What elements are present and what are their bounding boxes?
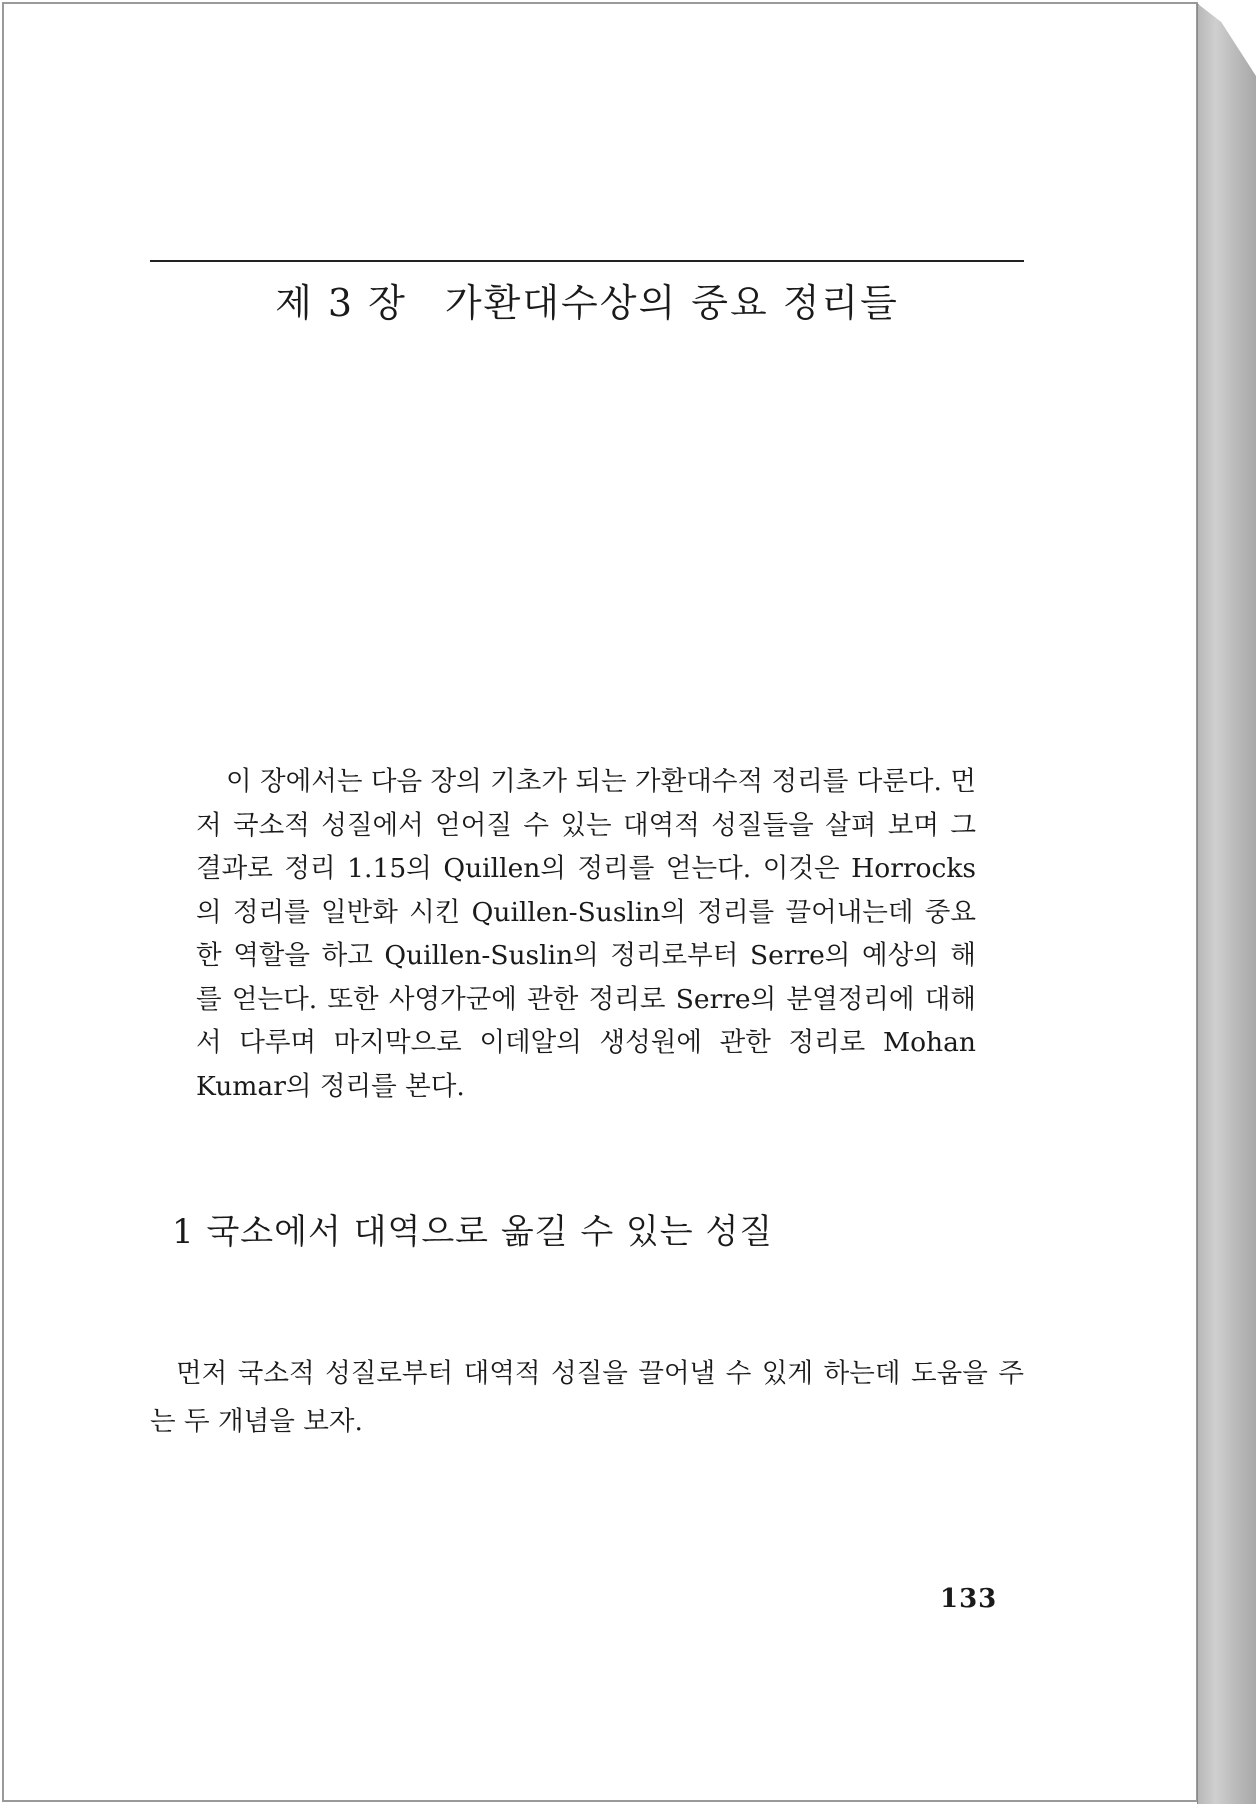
- section-title: 국소에서 대역으로 옮길 수 있는 성질: [206, 1212, 774, 1252]
- chapter-title: 가환대수상의 중요 정리들: [444, 281, 899, 325]
- chapter-intro: [196, 760, 976, 1108]
- page-number: 133: [940, 1584, 998, 1614]
- chapter-label: 제 3 장: [275, 281, 407, 325]
- chapter-top-rule: [150, 260, 1024, 262]
- section-paragraph: 먼저 국소적 성질로부터 대역적 성질을 끌어낼 수 있게 하는데 도움을 주는 두 개념을 보자.: [150, 1358, 1024, 1437]
- section-body: [150, 1350, 1024, 1446]
- chapter-heading: [150, 272, 1024, 327]
- intro-paragraph: 이 장에서는 다음 장의 기초가 되는 가환대수적 정리를 다룬다. 먼저 국소적 성질에서 얻어질 수 있는 대역적 성질들을 살펴 보며 그 결과로 정리 1.15의 Quillen의 정리를 얻는다. 이것은 Horrocks의 정리를 일반화 시킨 Quillen-Suslin의 정리를 끌어내는데 중요한 역할을 하고 Quillen-Suslin의 정리로부터 Serre의 예상의 해를 얻는다. 또한 사영가군에 관한 정리로 Serre의 분열정리에 대해서 다루며 마지막으로 이데알의 생성원에 관한 정리로 Mohan Kumar의 정리를 본다.: [196, 766, 976, 1102]
- section-number: 1: [172, 1212, 195, 1252]
- book-spine-edge: [1198, 4, 1256, 1804]
- section-heading: [172, 1204, 773, 1253]
